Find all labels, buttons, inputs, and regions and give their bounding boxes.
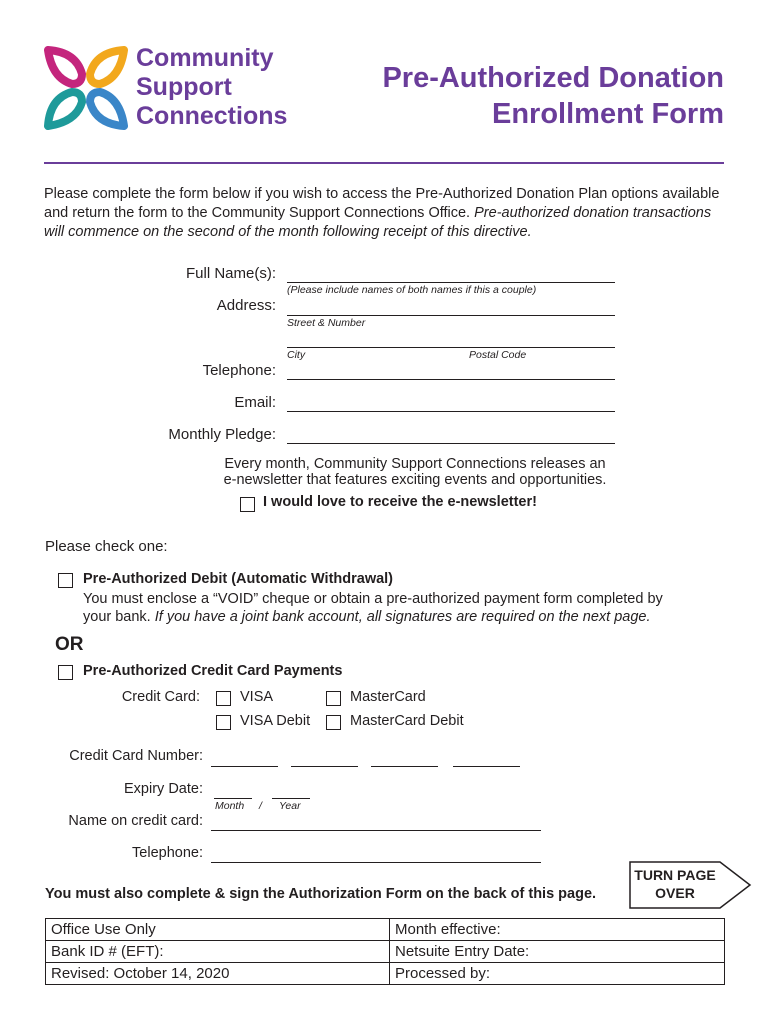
credit-card-label: Credit Card:: [121, 689, 200, 705]
visa-option-label: VISA: [240, 689, 274, 705]
check-one-label: Please check one:: [45, 538, 168, 555]
page-title-line1: Pre-Authorized Donation: [382, 62, 724, 94]
pre-authorized-debit-title: Pre-Authorized Debit (Automatic Withdrawal): [83, 571, 394, 587]
street-field[interactable]: [287, 315, 615, 316]
expiry-year-field[interactable]: [272, 798, 310, 799]
card-number-group-4[interactable]: [453, 766, 520, 767]
expiry-slash: /: [259, 800, 262, 812]
visa-checkbox[interactable]: [216, 691, 231, 706]
office-cell: Netsuite Entry Date:: [390, 941, 725, 963]
debit-instructions-text: your bank.: [83, 609, 151, 625]
intro-text: Please complete the form below if you wish to access the Pre-Authorized Donation Plan options available and return the form to the Community Support Connections Office.: [44, 186, 720, 221]
debit-joint-account-note: If you have a joint bank account, all signatures are required on the next page.: [154, 609, 651, 625]
card-number-group-2[interactable]: [291, 766, 358, 767]
card-telephone-label: Telephone:: [132, 845, 203, 861]
or-label: OR: [55, 634, 84, 655]
visa-debit-option-label: VISA Debit: [240, 713, 311, 729]
mastercard-debit-option-label: MasterCard Debit: [350, 713, 464, 729]
monthly-pledge-label: Monthly Pledge:: [168, 426, 276, 443]
logo: [44, 46, 304, 130]
mastercard-checkbox[interactable]: [326, 691, 341, 706]
city-hint: City: [287, 349, 306, 361]
postal-code-hint: Postal Code: [469, 349, 527, 361]
table-row: [46, 941, 725, 963]
card-telephone-field[interactable]: [211, 862, 541, 863]
card-number-group-1[interactable]: [211, 766, 278, 767]
expiry-month-hint: Month: [215, 800, 245, 812]
debit-instructions-line1: You must enclose a “VOID” cheque or obtain a pre-authorized payment form completed by: [83, 591, 663, 607]
name-on-card-field[interactable]: [211, 830, 541, 831]
mastercard-debit-checkbox[interactable]: [326, 715, 341, 730]
pre-authorized-credit-title: Pre-Authorized Credit Card Payments: [83, 663, 343, 679]
newsletter-checkbox-label: I would love to receive the e-newsletter!: [263, 494, 537, 510]
debit-instructions-line2: [83, 609, 651, 625]
page-title-line2: Enrollment Form: [491, 98, 724, 130]
org-name-line1: Community: [136, 44, 274, 72]
org-name-line2: Support: [136, 73, 232, 101]
intro-paragraph: [44, 185, 734, 242]
table-row: [46, 919, 725, 941]
office-use-table: [45, 918, 725, 985]
newsletter-checkbox[interactable]: [240, 497, 255, 512]
full-name-label: Full Name(s):: [185, 265, 276, 282]
pre-authorized-credit-checkbox[interactable]: [58, 665, 73, 680]
city-postal-field[interactable]: [287, 347, 615, 348]
turn-page-line2: OVER: [655, 885, 695, 901]
office-cell: Revised: October 14, 2020: [46, 963, 390, 985]
org-name-line3: Connections: [136, 102, 288, 130]
office-cell: Processed by:: [390, 963, 725, 985]
turn-page-line1: TURN PAGE: [634, 867, 716, 883]
table-row: [46, 963, 725, 985]
turn-page-over-badge: [628, 860, 752, 910]
back-page-notice: You must also complete & sign the Authorization Form on the back of this page.: [45, 886, 597, 902]
expiry-year-hint: Year: [279, 800, 301, 812]
name-on-card-label: Name on credit card:: [68, 813, 203, 829]
telephone-field[interactable]: [287, 379, 615, 380]
mastercard-option-label: MasterCard: [350, 689, 426, 705]
full-name-hint: (Please include names of both names if this a couple): [287, 284, 537, 296]
full-name-field[interactable]: [287, 282, 615, 283]
card-number-label: Credit Card Number:: [69, 748, 203, 764]
visa-debit-checkbox[interactable]: [216, 715, 231, 730]
newsletter-line2: e-newsletter that features exciting events and opportunities.: [223, 472, 607, 488]
office-cell: Bank ID # (EFT):: [46, 941, 390, 963]
newsletter-line1: Every month, Community Support Connections releases an: [224, 456, 606, 472]
pre-authorized-debit-checkbox[interactable]: [58, 573, 73, 588]
newsletter-blurb: [40, 456, 770, 488]
expiry-date-label: Expiry Date:: [124, 781, 203, 797]
monthly-pledge-field[interactable]: [287, 443, 615, 444]
header-divider: [44, 162, 724, 164]
email-field[interactable]: [287, 411, 615, 412]
turn-page-text: [628, 866, 722, 902]
intro-italic-text: Pre-authorized donation transactions will commence on the second of the month following receipt of this directive.: [44, 205, 712, 240]
logo-leaves-icon: [44, 46, 128, 130]
street-hint: Street & Number: [287, 317, 366, 329]
office-cell: Month effective:: [390, 919, 725, 941]
email-label: Email:: [234, 394, 276, 411]
telephone-label: Telephone:: [202, 362, 276, 379]
expiry-month-field[interactable]: [214, 798, 252, 799]
address-label: Address:: [216, 297, 276, 314]
office-cell: Office Use Only: [46, 919, 390, 941]
card-number-group-3[interactable]: [371, 766, 438, 767]
